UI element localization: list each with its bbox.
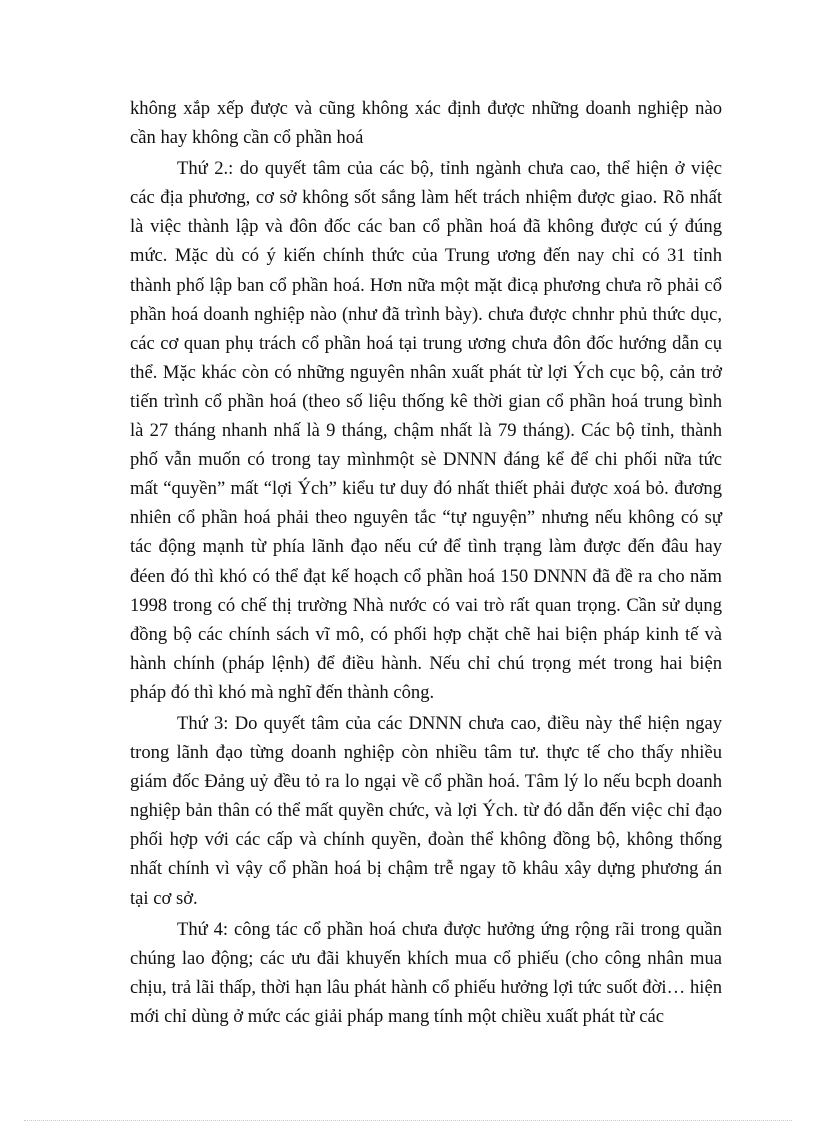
paragraph-thu-3: Thứ 3: Do quyết tâm của các DNNN chưa cao, điều này thể hiện ngay trong lãnh đạo từng doanh nghiệp còn nhiều tâm tư. thực tế cho thấy nhiều giám đốc Đảng uỷ đều tỏ ra lo ngại về cổ phần hoá. Tâm lý lo nếu bcph doanh nghiệp bản thân có thể mất quyền chức, và lợi Ých. từ đó dẫn đến việc chỉ đạo phối hợp với các cấp và chính quyền, đoàn thể không đồng bộ, không thống nhất chính vì vậy cổ phần hoá bị chậm trễ ngay tõ khâu xây dựng phương án tại cơ sở. bbox=[130, 712, 722, 909]
page-bottom-rule bbox=[24, 1120, 792, 1121]
paragraph-thu-4: Thứ 4: công tác cổ phần hoá chưa được hưởng ứng rộng rãi trong quần chúng lao động; các ưu đãi khuyến khích mua cổ phiếu (cho công nhân mua chịu, trả lãi thấp, thời hạn lâu phát hành cổ phiếu hưởng lợi tức suốt đời… hiện mới chỉ dùng ở mức các giải pháp mang tính một chiều xuất phát từ các bbox=[130, 918, 722, 1027]
paragraph-continuation: không xắp xếp được và cũng không xác định được những doanh nghiệp nào cần hay không cần cổ phần hoá bbox=[130, 98, 722, 149]
paragraph-thu-2: Thứ 2.: do quyết tâm của các bộ, tỉnh ngành chưa cao, thể hiện ở việc các địa phương, cơ sở không sốt sắng làm hết trách nhiệm được giao. Rõ nhất là việc thành lập và đôn đốc các ban cổ phần hoá đã không được cú ý đúng mức. Mặc dù có ý kiến chính thức của Trung ương đến nay chỉ có 31 tỉnh thành phố lập ban cổ phần hoá. Hơn nữa một mặt đicạ phương chưa rõ phải cổ phần hoá doanh nghiệp nào (như đã trình bày). chưa được chnhr phủ thức dục, các cơ quan phụ trách cổ phần hoá tại trung ương chưa đôn đốc hướng dẫn cụ thể. Mặc khác còn có những nguyên nhân xuất phát từ lợi Ých cục bộ, cản trở tiến trình cổ phần hoá (theo số liệu thống kê thời gian cổ phần hoá trung bình là 27 tháng nhanh nhấ là 9 tháng, chậm nhất là 79 tháng). Các bộ tỉnh, thành phố vẫn muốn có trong tay mìnhmột sè DNNN đáng kể để chi phối nữa tức mất “quyền” mất “lợi Ých” kiểu tư duy đó nhất thiết phải được xoá bỏ. đương nhiên cổ phần hoá phải theo nguyên tắc “tự nguyện” nhưng nếu không có sự tác động mạnh từ phía lãnh đạo nếu cứ để tình trạng làm được đến đâu hay đéen đó thì khó có thể đạt kế hoạch cổ phần hoá 150 DNNN đã đề ra cho năm 1998 trong có chế thị trường Nhà nước có vai trò rất quan trọng. Cần sử dụng đồng bộ các chính sách vĩ mô, có phối hợp chặt chẽ hai biện pháp kinh tế và hành chính (pháp lệnh) để điều hành. Nếu chỉ chú trọng mét trong hai biện pháp đó thì khó mà nghĩ đến thành công. bbox=[130, 158, 722, 703]
body-text bbox=[130, 94, 722, 1031]
